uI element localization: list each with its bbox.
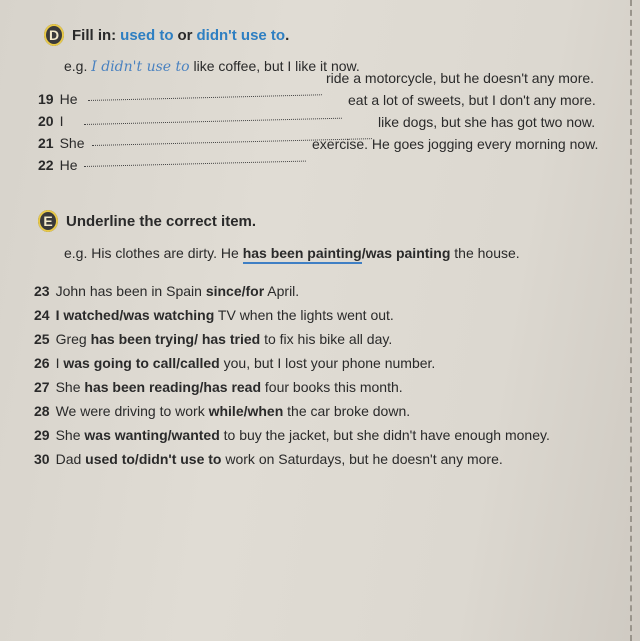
item-20-text: eat a lot of sweets, but I don't any more. — [348, 92, 596, 108]
item-post: work on Saturdays, but he doesn't any more. — [221, 451, 503, 467]
section-e-badge: E — [38, 210, 58, 232]
example-prefix: e.g. — [64, 58, 92, 74]
item-options[interactable]: used to/didn't use to — [85, 451, 222, 467]
section-d-title-b: used to — [120, 26, 174, 44]
example-handwriting: I didn't use to — [91, 59, 190, 75]
item-26 — [34, 355, 435, 371]
item-options[interactable]: I watched/was watching — [55, 307, 215, 323]
section-d-badge: D — [44, 24, 64, 46]
example-underlined-option: has been painting — [243, 245, 362, 264]
example-rest: the house. — [450, 245, 520, 261]
item-pre: Greg — [55, 331, 91, 347]
item-19-blank[interactable] — [88, 94, 322, 101]
section-d-title-d: didn't use to — [196, 26, 286, 44]
item-pre: We were driving to work — [55, 403, 209, 419]
item-subject: She — [59, 135, 85, 151]
item-options[interactable]: while/when — [208, 403, 284, 419]
item-number: 19 — [38, 91, 54, 107]
example-rest: like coffee, but I like it now. — [189, 58, 360, 74]
item-number: 28 — [34, 403, 50, 419]
item-number: 27 — [34, 379, 50, 395]
example-prefix: e.g. His clothes are dirty. He — [64, 245, 243, 261]
item-28 — [34, 403, 410, 419]
section-e-title: Underline the correct item. — [66, 212, 257, 230]
item-post: to fix his bike all day. — [260, 331, 393, 347]
example-slash: / — [361, 245, 366, 261]
item-22-blank[interactable] — [84, 161, 306, 167]
section-d-heading — [44, 24, 289, 46]
item-number: 26 — [34, 355, 50, 371]
item-22-text: exercise. He goes jogging every morning now. — [312, 136, 599, 152]
item-pre: Dad — [55, 451, 86, 467]
item-pre: I — [55, 355, 64, 371]
item-21-text: like dogs, but she has got two now. — [378, 114, 596, 130]
item-29 — [34, 427, 550, 443]
item-post: TV when the lights went out. — [214, 307, 394, 323]
section-e-example — [64, 245, 520, 261]
item-25 — [34, 331, 392, 347]
section-d-example — [64, 58, 360, 75]
item-20-label — [38, 113, 63, 129]
example-option: was painting — [365, 245, 451, 261]
item-post: to buy the jacket, but she didn't have enough money. — [219, 427, 550, 443]
item-post: April. — [264, 283, 300, 299]
item-22-label — [38, 157, 77, 173]
item-number: 29 — [34, 427, 50, 443]
section-d-title-e: . — [285, 26, 290, 44]
item-options[interactable]: was wanting/wanted — [84, 427, 220, 443]
item-21-label — [38, 135, 85, 151]
item-number: 21 — [38, 135, 54, 151]
item-19-text: ride a motorcycle, but he doesn't any more. — [326, 70, 595, 86]
item-post: four books this month. — [261, 379, 403, 395]
item-subject: I — [59, 113, 64, 129]
section-d-title-a: Fill in: — [72, 26, 117, 44]
item-24 — [34, 307, 394, 323]
item-post: you, but I lost your phone number. — [219, 355, 436, 371]
item-number: 24 — [34, 307, 50, 323]
item-number: 20 — [38, 113, 54, 129]
item-number: 25 — [34, 331, 50, 347]
item-number: 22 — [38, 157, 54, 173]
item-23 — [34, 283, 299, 299]
item-pre: She — [55, 427, 85, 443]
item-27 — [34, 379, 403, 395]
item-options[interactable]: has been reading/has read — [84, 379, 262, 395]
item-20-blank[interactable] — [84, 118, 342, 125]
item-post: the car broke down. — [283, 403, 411, 419]
page-edge-dashes — [630, 0, 632, 641]
item-pre: John has been in Spain — [55, 283, 206, 299]
item-number: 23 — [34, 283, 50, 299]
item-options[interactable]: has been trying/ has tried — [90, 331, 261, 347]
item-subject: He — [59, 91, 78, 107]
section-e-heading — [38, 210, 256, 232]
section-d-title-c: or — [177, 26, 193, 44]
item-pre: She — [55, 379, 85, 395]
item-options[interactable]: was going to call/called — [63, 355, 220, 371]
item-number: 30 — [34, 451, 50, 467]
item-options[interactable]: since/for — [205, 283, 265, 299]
item-30 — [34, 451, 503, 467]
item-subject: He — [59, 157, 78, 173]
item-19-label — [38, 91, 77, 107]
